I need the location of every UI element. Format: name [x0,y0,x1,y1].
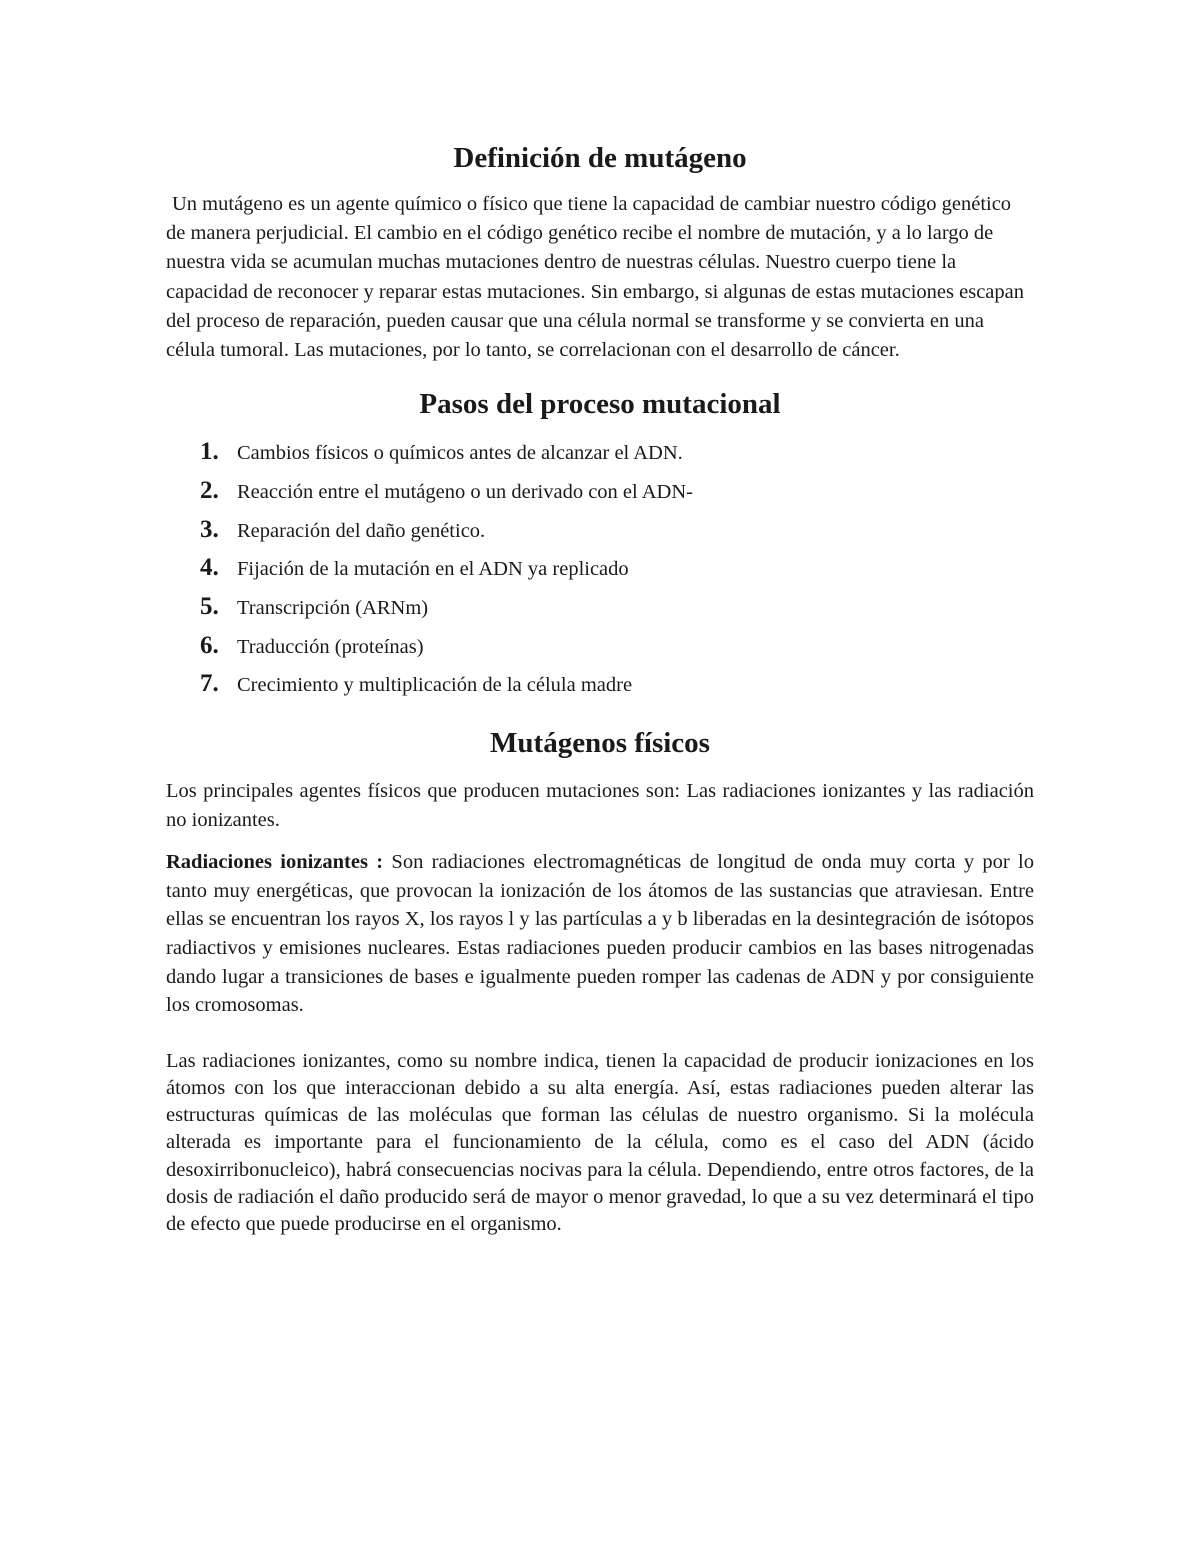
ionizing-text: Son radiaciones electromagnéticas de longitud de onda muy corta y por lo tanto muy energéticas, que provocan la ionización de los átomos de las sustancias que atraviesan. Entre ellas se encuentran los rayos X, los rayos l y las partículas a y b liberadas en la desintegración de isótopos radiactivos y emisiones nucleares. Estas radiaciones pueden producir cambios en las bases nitrogenadas dando lugar a transiciones de bases e igualmente pueden romper las cadenas de ADN y por consiguiente los cromosomas. [166,851,1034,1017]
document-page [166,138,1034,1238]
step-number: 7. [200,670,219,698]
step-text: Transcripción (ARNm) [237,596,429,619]
heading-pasos: Pasos del proceso mutacional [419,388,781,421]
ionizing-paragraph [166,848,1034,1020]
step-text: Reparación del daño genético. [237,519,486,542]
step-number: 2. [200,476,219,504]
ionizing-effects-paragraph: Las radiaciones ionizantes, como su nombre indica, tienen la capacidad de producir ionizaciones en los átomos con los que interaccionan debido a su alta energía. Así, estas radiaciones pueden alterar las estructuras químicas de las moléculas que forman las células de nuestro organismo. Si la molécula alterada es importante para el funcionamiento de la célula, como es el caso del ADN (ácido desoxirribonucleico), habrá consecuencias nocivas para la célula. Dependiendo, entre otros factores, de la dosis de radiación el daño producido será de mayor o menor gravedad, lo que a su vez determinará el tipo de efecto que puede producirse en el organismo. [166,1049,1034,1235]
heading-definicion: Definición de mutágeno [453,142,747,174]
ionizing-label: Radiaciones ionizantes : [166,851,384,874]
list-item [200,477,1034,516]
step-text: Fijación de la mutación en el ADN ya replicado [237,558,629,581]
list-item [200,516,1034,555]
step-number: 3. [200,515,219,543]
list-item [200,670,1034,709]
step-number: 4. [200,554,219,582]
list-item [200,632,1034,671]
list-item [200,593,1034,632]
list-item [200,438,1034,477]
step-text: Crecimiento y multiplicación de la célula madre [237,674,633,697]
physical-intro-paragraph: Los principales agentes físicos que producen mutaciones son: Las radiaciones ionizantes y las radiación no ionizantes. [166,780,1034,831]
step-text: Reacción entre el mutágeno o un derivado con el ADN- [237,480,693,503]
step-number: 6. [200,631,219,659]
heading-mutagenos-fisicos: Mutágenos físicos [490,727,710,760]
list-item [200,554,1034,593]
step-text: Cambios físicos o químicos antes de alcanzar el ADN. [237,442,683,465]
steps-list [166,438,1034,709]
step-text: Traducción (proteínas) [237,635,424,658]
definition-paragraph: Un mutágeno es un agente químico o físico que tiene la capacidad de cambiar nuestro código genético de manera perjudicial. El cambio en el código genético recibe el nombre de mutación, y a lo largo de nuestra vida se acumulan muchas mutaciones dentro de nuestras células. Nuestro cuerpo tiene la capacidad de reconocer y reparar estas mutaciones. Sin embargo, si algunas de estas mutaciones escapan del proceso de reparación, pueden causar que una célula normal se transforme y se convierta en una célula tumoral. Las mutaciones, por lo tanto, se correlacionan con el desarrollo de cáncer. [166,193,1024,362]
step-number: 5. [200,592,219,620]
step-number: 1. [200,438,219,466]
